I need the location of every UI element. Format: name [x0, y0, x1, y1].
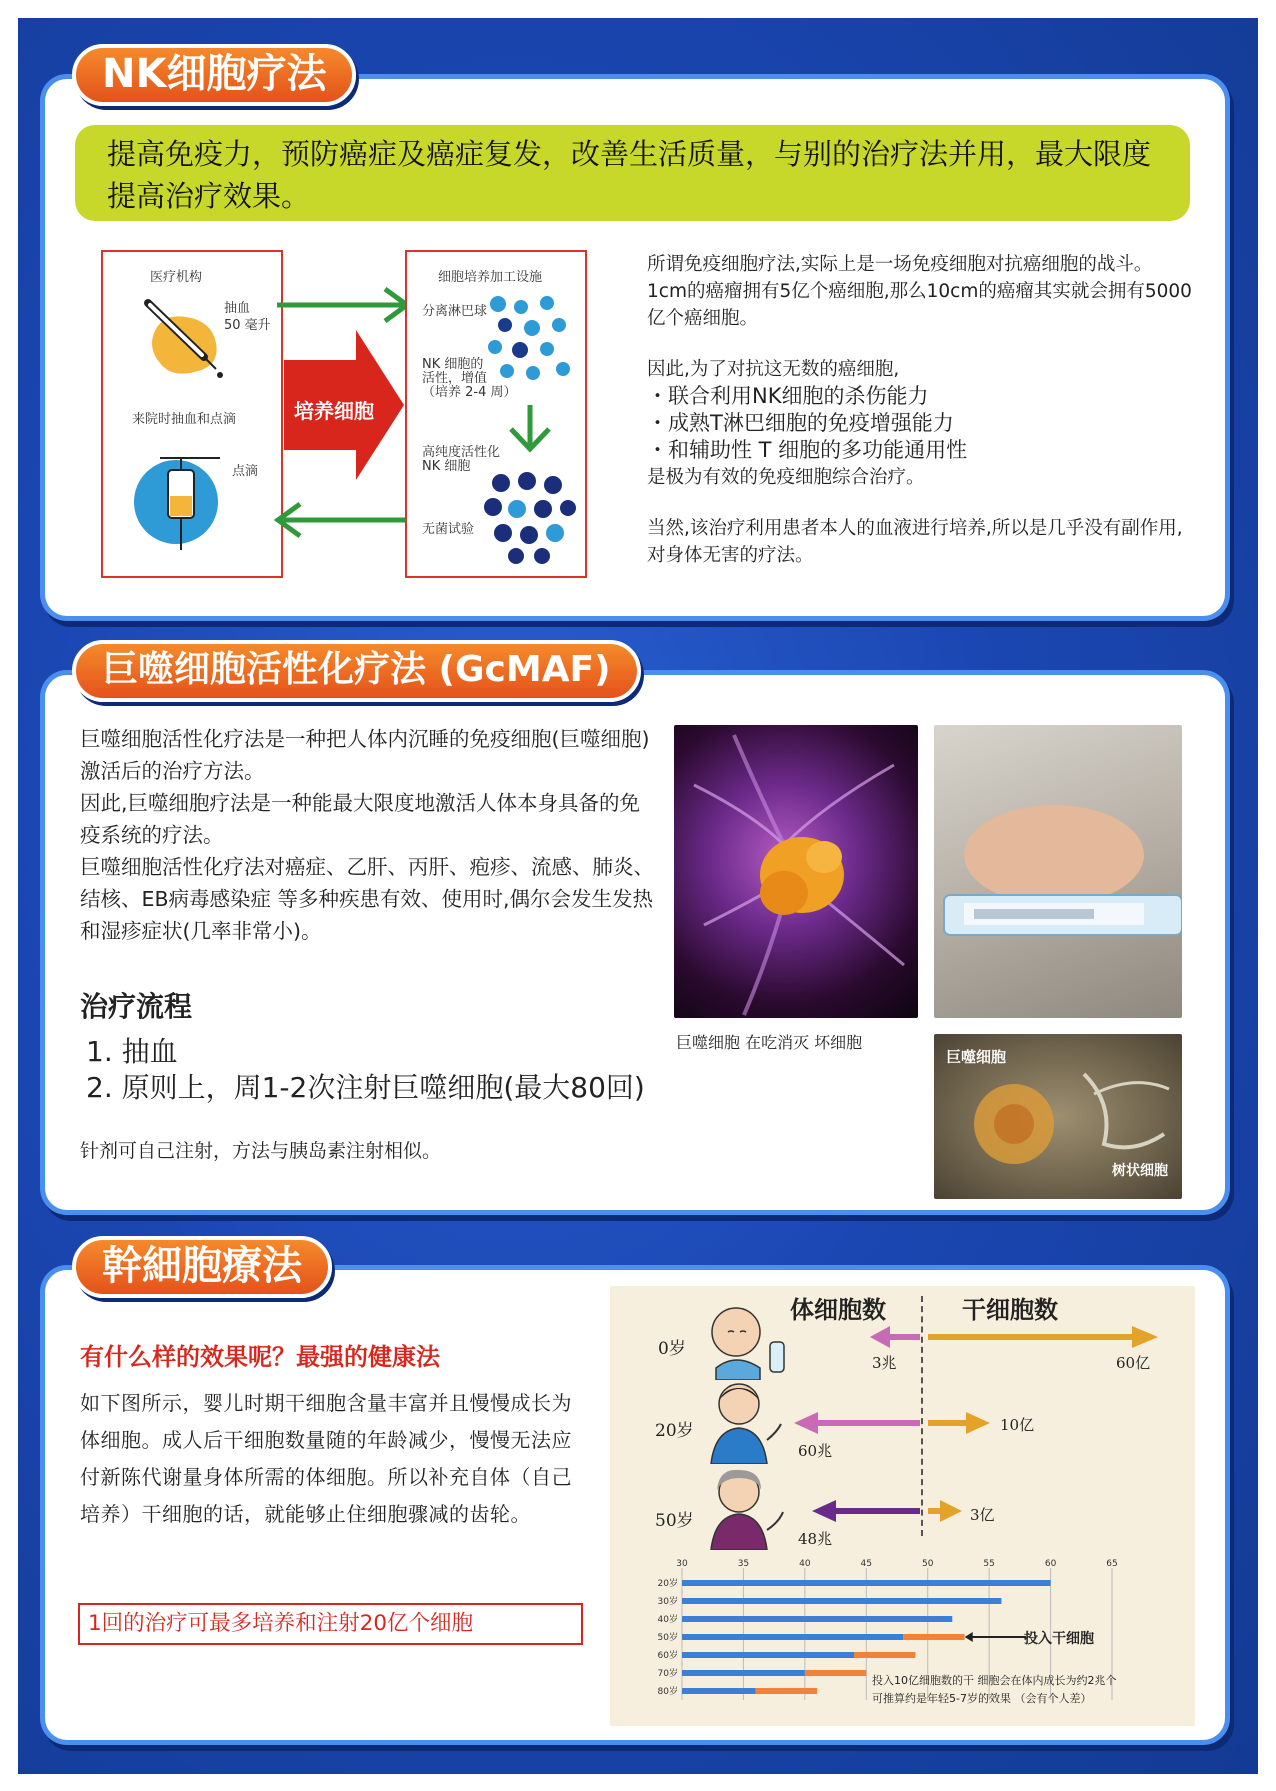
- stem-section-title: 幹細胞療法: [72, 1236, 332, 1298]
- bar-blue: [682, 1688, 756, 1694]
- bar-blue: [682, 1580, 1051, 1586]
- step-activate-l2: 活性，增值: [422, 371, 488, 386]
- somatic-count: 48兆: [798, 1530, 833, 1548]
- bar-blue: [682, 1616, 952, 1622]
- medical-institution-title: 医疗机构: [150, 270, 203, 285]
- stem-count: 10亿: [1000, 1416, 1035, 1434]
- elder-icon: [705, 1466, 789, 1550]
- stem-arrow-icon: [928, 1500, 962, 1522]
- y-tick-label: 30岁: [657, 1597, 678, 1607]
- drip-icon: [130, 440, 240, 565]
- baby-icon: [700, 1306, 792, 1380]
- treatment-flow-item: 1. 抽血: [86, 1035, 178, 1068]
- step-purified-l2: NK 细胞: [422, 459, 471, 474]
- y-tick-label: 40岁: [657, 1615, 678, 1625]
- max-cells-note: 1回的治疗可最多培养和注射20亿个细胞: [78, 1603, 583, 1645]
- culture-arrow-label: 培养细胞: [294, 399, 374, 423]
- dendritic-cell-label: 树状细胞: [1112, 1163, 1168, 1179]
- x-tick-label: 35: [737, 1559, 750, 1569]
- y-tick-label: 80岁: [657, 1687, 678, 1697]
- step-activate-l3: （培养 2-4 周）: [422, 385, 517, 400]
- syringe-photo: [934, 725, 1182, 1018]
- self-injection-note: 针剂可自己注射，方法与胰岛素注射相似。: [80, 1140, 442, 1162]
- stem-subtitle: 有什么样的效果呢？最强的健康法: [80, 1343, 440, 1371]
- nk-paragraph: 是极为有效的免疫细胞综合治疗。: [647, 467, 925, 488]
- somatic-count: 3兆: [872, 1354, 897, 1372]
- age-label: 50岁: [655, 1511, 694, 1531]
- step-sterility-test: 无菌试验: [422, 522, 475, 537]
- age-label: 20岁: [655, 1421, 694, 1441]
- nk-paragraph: 当然,该治疗利用患者本人的血液进行培养,所以是几乎没有副作用,对身体无害的疗法。: [647, 518, 1183, 566]
- nk-explanation: [647, 251, 1192, 569]
- bar-blue: [682, 1670, 805, 1676]
- gcmaf-paragraph: 巨噬细胞活性化疗法对癌症、乙肝、丙肝、疱疹、流感、肺炎、结核、EB病毒感染症 等多种疾患有效、使用时,偶尔会发生发热和湿疹症状(几率非常小)。: [80, 855, 654, 943]
- somatic-cells-heading: 体细胞数: [790, 1296, 886, 1324]
- gcmaf-paragraph: 巨噬细胞活性化疗法是一种把人体内沉睡的免疫细胞(巨噬细胞)激活后的治疗方法。: [80, 727, 650, 783]
- nk-bullet: ・成熟T淋巴细胞的免疫增强能力: [647, 411, 954, 435]
- chart-footnote: 可推算约是年轻5-7岁的效果 （会有个人差）: [872, 1692, 1092, 1705]
- step-purified-l1: 高纯度活性化: [422, 445, 501, 460]
- nk-paragraph: 1cm的癌瘤拥有5亿个癌细胞,那么10cm的癌瘤其实就会拥有5000亿个癌细胞。: [647, 281, 1192, 329]
- x-tick-label: 40: [799, 1559, 811, 1569]
- inject-stem-cells-label: 投入干细胞: [1024, 1631, 1094, 1647]
- blood-label: 抽血: [224, 301, 251, 316]
- somatic-arrow-icon: [812, 1500, 920, 1522]
- somatic-count: 60兆: [798, 1442, 833, 1460]
- stem-count: 3亿: [970, 1506, 995, 1524]
- nk-paragraph: 因此,为了对抗这无数的癌细胞,: [647, 359, 900, 380]
- gcmaf-section-title: 巨噬细胞活性化疗法 (GcMAF): [72, 640, 641, 702]
- gcmaf-explanation: [80, 723, 655, 947]
- drip-label: 点滴: [232, 464, 259, 479]
- somatic-arrow-icon: [794, 1412, 920, 1434]
- bar-orange: [903, 1634, 964, 1640]
- bar-blue: [682, 1598, 1001, 1604]
- nk-bullet: ・联合利用NK细胞的杀伤能力: [647, 384, 929, 408]
- culture-facility-title: 细胞培养加工设施: [438, 270, 543, 285]
- stem-arrow-icon: [928, 1412, 990, 1434]
- blood-amount: 50 毫升: [224, 318, 271, 333]
- nk-paragraph: 所谓免疫细胞疗法,实际上是一场免疫细胞对抗癌细胞的战斗。: [647, 254, 1153, 275]
- inject-arrow-head: [965, 1632, 973, 1642]
- macrophage-label: 巨噬细胞: [946, 1048, 1007, 1066]
- x-tick-label: 50: [921, 1559, 934, 1569]
- step-separate-lymphocytes: 分离淋巴球: [422, 304, 488, 319]
- y-tick-label: 50岁: [657, 1633, 678, 1643]
- stem-count: 60亿: [1116, 1354, 1151, 1372]
- arrow-down-icon: [505, 405, 555, 453]
- chart-footnote: 投入10亿细胞数的干 细胞会在体内成长为约2兆个: [872, 1674, 1117, 1687]
- bar-blue: [682, 1652, 854, 1658]
- x-tick-label: 45: [860, 1559, 873, 1569]
- stem-cells-heading: 干细胞数: [962, 1296, 1058, 1324]
- woman-icon: [705, 1380, 785, 1464]
- y-tick-label: 20岁: [657, 1579, 678, 1589]
- macrophage-photo-caption: 巨噬细胞 在吃消灭 坏细胞: [676, 1033, 863, 1052]
- arrow-left-icon: [272, 500, 412, 540]
- y-tick-label: 70岁: [657, 1669, 678, 1679]
- nk-section-title: NK细胞疗法: [72, 44, 356, 106]
- x-tick-label: 30: [676, 1559, 688, 1569]
- x-tick-label: 65: [1106, 1559, 1118, 1569]
- bar-blue: [682, 1634, 903, 1640]
- step-activate-l1: NK 细胞的: [422, 357, 484, 372]
- nk-banner: 提高免疫力，预防癌症及癌症复发，改善生活质量，与别的治疗法并用，最大限度提高治疗效果。: [75, 125, 1190, 221]
- bar-orange: [756, 1688, 817, 1694]
- x-tick-label: 55: [983, 1559, 995, 1569]
- x-tick-label: 60: [1044, 1559, 1057, 1569]
- gcmaf-paragraph: 因此,巨噬细胞疗法是一种能最大限度地激活人体本身具备的免疫系统的疗法。: [80, 791, 641, 847]
- stem-arrow-icon: [928, 1326, 1158, 1348]
- macrophage-photo: [674, 725, 918, 1018]
- treatment-flow-item: 2. 原则上，周1-2次注射巨噬细胞(最大80回): [86, 1071, 645, 1104]
- y-tick-label: 60岁: [657, 1651, 678, 1661]
- blood-drip-caption: 来院时抽血和点滴: [132, 412, 237, 427]
- age-label: 0岁: [658, 1339, 686, 1359]
- treatment-flow-title: 治疗流程: [80, 990, 193, 1023]
- nk-bullet: ・和辅助性 T 细胞的多功能通用性: [647, 438, 968, 462]
- stem-explanation: 如下图所示，婴儿时期干细胞含量丰富并且慢慢成长为体细胞。成人后干细胞数量随的年龄减少，慢慢无法应付新陈代谢量身体所需的体细胞。所以补充自体（自己培养）干细胞的话，就能够止住细胞骤减的齿轮。: [80, 1391, 572, 1526]
- chart-divider: [921, 1296, 923, 1536]
- bar-orange: [805, 1670, 866, 1676]
- arrow-right-icon: [275, 285, 413, 325]
- somatic-arrow-icon: [870, 1326, 920, 1348]
- bar-orange: [854, 1652, 915, 1658]
